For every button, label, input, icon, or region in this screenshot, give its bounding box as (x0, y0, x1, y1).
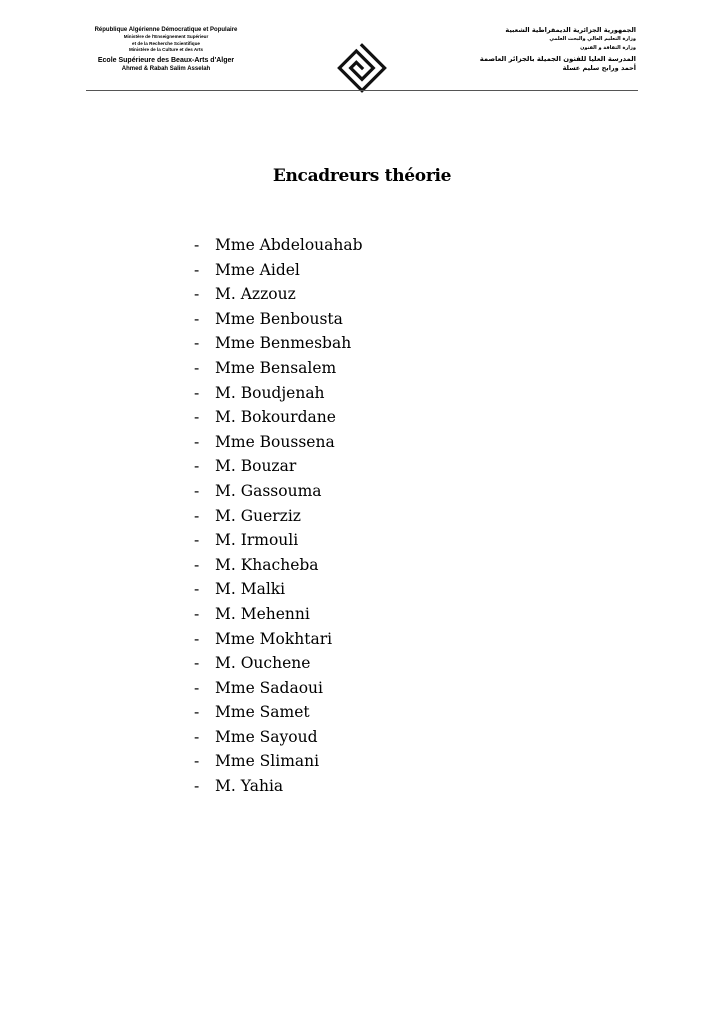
list-item (194, 578, 363, 603)
list-item (194, 726, 363, 751)
bullet-dash: - (194, 358, 200, 377)
supervisor-name: Mme Benmesbah (215, 334, 352, 353)
bullet-dash: - (194, 334, 200, 353)
supervisor-name: M. Guerziz (215, 506, 301, 525)
bullet-dash: - (194, 285, 200, 304)
bullet-dash: - (194, 752, 200, 771)
supervisor-name: Mme Abdelouahab (215, 236, 363, 254)
bullet-dash: - (194, 580, 200, 599)
list-item (194, 308, 363, 333)
list-item (194, 431, 363, 456)
supervisor-name: Mme Mokhtari (215, 629, 333, 648)
header-left-line: République Algérienne Démocratique et Populaire (94, 27, 238, 33)
header-left-school-name: Ahmed & Rabah Salim Asselah (121, 65, 211, 72)
bullet-dash: - (194, 260, 200, 279)
supervisor-name: M. Khacheba (215, 555, 319, 574)
list-item (194, 750, 363, 775)
supervisor-name: M. Ouchene (215, 654, 311, 673)
list-item (194, 505, 363, 530)
page-header (0, 0, 724, 100)
list-item (194, 775, 363, 800)
list-item (194, 480, 363, 505)
supervisor-name: Mme Boussena (215, 432, 335, 451)
list-item (194, 357, 363, 382)
supervisor-name: M. Boudjenah (215, 383, 325, 402)
list-item (194, 529, 363, 554)
bullet-dash: - (194, 506, 200, 525)
supervisor-name: M. Bouzar (215, 457, 297, 476)
list-item (194, 677, 363, 702)
bullet-dash: - (194, 531, 200, 550)
bullet-dash: - (194, 481, 200, 500)
supervisor-name: Mme Benbousta (215, 309, 343, 328)
supervisor-name: M. Bokourdane (215, 408, 336, 427)
supervisor-name: Mme Sadaoui (215, 678, 323, 697)
list-item (194, 406, 363, 431)
list-item (194, 603, 363, 628)
supervisor-name: Mme Bensalem (215, 358, 337, 377)
supervisor-name: M. Irmouli (215, 531, 299, 550)
list-item (194, 652, 363, 677)
supervisor-name: Mme Slimani (215, 752, 320, 771)
list-item (194, 554, 363, 579)
bullet-dash: - (194, 236, 200, 254)
bullet-dash: - (194, 604, 200, 623)
header-right-school-name: أحمد ورابح سليم عسلة (562, 64, 636, 72)
bullet-dash: - (194, 408, 200, 427)
list-item (194, 628, 363, 653)
supervisor-name: M. Yahia (215, 777, 284, 796)
header-right-school: المدرسة العليا للفنون الجميلة بالجزائر العاصمة (479, 55, 636, 63)
list-item (194, 283, 363, 308)
bullet-dash: - (194, 432, 200, 451)
header-divider (86, 90, 638, 91)
header-left-line: Ministère de la Culture et des Arts (128, 47, 204, 52)
supervisor-name: Mme Sayoud (215, 727, 318, 746)
list-item (194, 259, 363, 284)
bullet-dash: - (194, 727, 200, 746)
bullet-dash: - (194, 309, 200, 328)
bullet-dash: - (194, 629, 200, 648)
supervisor-name: M. Malki (215, 580, 286, 599)
list-item (194, 332, 363, 357)
header-right-line: وزارة التعليم العالي والبحث العلمي (549, 36, 636, 42)
bullet-dash: - (194, 703, 200, 722)
header-left-school: Ecole Supérieure des Beaux-Arts d'Alger (97, 56, 235, 64)
supervisor-name: M. Gassouma (215, 481, 322, 500)
bullet-dash: - (194, 654, 200, 673)
bullet-dash: - (194, 777, 200, 796)
supervisor-list (194, 234, 363, 800)
page-title: Encadreurs théorie (272, 166, 452, 186)
header-left-line: Ministère de l'Enseignement Supérieur (123, 34, 209, 39)
list-item (194, 382, 363, 407)
supervisor-name: Mme Samet (215, 703, 310, 722)
header-left-line: et de la Recherche Scientifique (132, 40, 200, 46)
header-right-line: الجمهورية الجزائرية الديمقراطية الشعبية (505, 26, 636, 34)
bullet-dash: - (194, 457, 200, 476)
bullet-dash: - (194, 383, 200, 402)
header-left-french (86, 26, 246, 73)
header-right-line: وزارة الثقافة و الفنون (580, 45, 636, 51)
kufic-square-logo-icon (334, 40, 390, 96)
bullet-dash: - (194, 678, 200, 697)
supervisor-name: Mme Aidel (215, 260, 300, 279)
supervisor-name: M. Azzouz (215, 285, 296, 304)
header-right-arabic (476, 26, 636, 73)
list-item (194, 234, 363, 259)
list-item (194, 455, 363, 480)
supervisor-name: M. Mehenni (215, 604, 310, 623)
list-item (194, 701, 363, 726)
bullet-dash: - (194, 555, 200, 574)
